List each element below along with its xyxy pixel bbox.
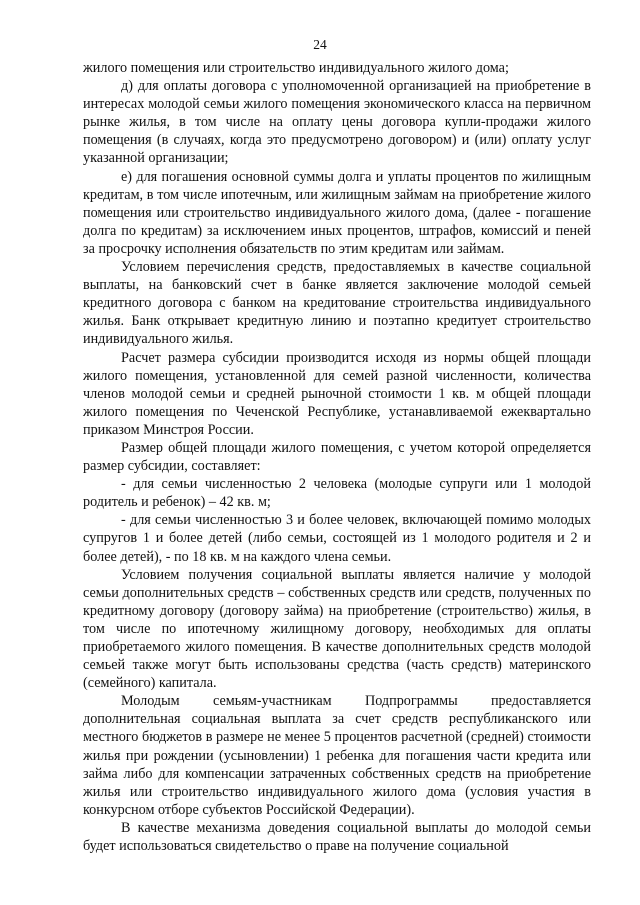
paragraph-housing-continuation: жилого помещения или строительство индивидуального жилого дома; bbox=[83, 60, 509, 76]
paragraph-payment-condition: Условием получения социальной выплаты является наличие у молодой семьи дополнительных средств – собственных средств или средств, полученных по кредитному договору (договору займа) на приобретение (строительство) жилья, в том числе по ипотечному жилищному договору, необходимых для оплаты приобретаемого жилого помещения. В качестве дополнительных средств молодой семьей также могут быть использованы средства (часть средств) материнского (семейного) капитала. bbox=[83, 566, 591, 692]
paragraph-item-e: е) для погашения основной суммы долга и уплаты процентов по жилищным кредитам, в том числе ипотечным, или жилищным займам на приобретение жилого помещения или строительство индивидуального жилого дома, (далее - погашение долга по кредитам) за исключением иных процентов, штрафов, комиссий и пеней за просрочку исполнения обязательств по этим кредитам или займам. bbox=[83, 168, 591, 257]
body-text bbox=[83, 59, 591, 855]
page-number: 24 bbox=[313, 37, 327, 52]
paragraph-item-d: д) для оплаты договора с уполномоченной организацией на приобретение в интересах молодой семьи жилого помещения экономического класса на первичном рынке жилья, в том числе на оплату цены договора купли-продажи жилого помещения (в случаях, когда это предусмотрено договором) и (или) оплату услуг указанной организации; bbox=[83, 78, 591, 167]
paragraph-additional-payment: Молодым семьям-участникам Подпрограммы предоставляется дополнительная социальная выплата за счет средств республиканского или местного бюджетов в размере не менее 5 процентов расчетной (средней) стоимости жилья при рождении (усыновлении) 1 ребенка для погашения части кредита или займа либо для компенсации затраченных собственных средств на приобретение жилья или строительство индивидуального жилого дома (условия участия в конкурсном отборе субъектов Российской Федерации). bbox=[83, 693, 591, 818]
paragraph-subsidy-calculation: Расчет размера субсидии производится исходя из нормы общей площади жилого помещения, установленной для семей разной численности, количества членов молодой семьи и средней рыночной стоимости 1 кв. м общей площади жилого помещения по Чеченской Республике, устанавливаемой ежеквартально приказом Минстроя России. bbox=[83, 349, 591, 438]
paragraph-transfer-condition: Условием перечисления средств, предоставляемых в качестве социальной выплаты, на банковский счет в банке является заключение молодой семьей кредитного договора с банком на кредитование строительства индивидуального жилья. Банк открывает кредитную линию и поэтапно кредитует строительство индивидуального жилья. bbox=[83, 259, 591, 348]
paragraph-certificate-mechanism: В качестве механизма доведения социальной выплаты до молодой семьи будет использоваться свидетельство о праве на получение социальной bbox=[83, 819, 591, 855]
paragraph-area-size: Размер общей площади жилого помещения, с учетом которой определяется размер субсидии, составляет: bbox=[83, 439, 591, 475]
paragraph-family-of-three: - для семьи численностью 3 и более человек, включающей помимо молодых супругов 1 и более детей (либо семьи, состоящей из 1 молодого родителя и 2 и более детей), - по 18 кв. м на каждого члена семьи. bbox=[83, 512, 591, 565]
paragraph-family-of-two: - для семьи численностью 2 человека (молодые супруги или 1 молодой родитель и ребенок) – 42 кв. м; bbox=[83, 476, 591, 511]
